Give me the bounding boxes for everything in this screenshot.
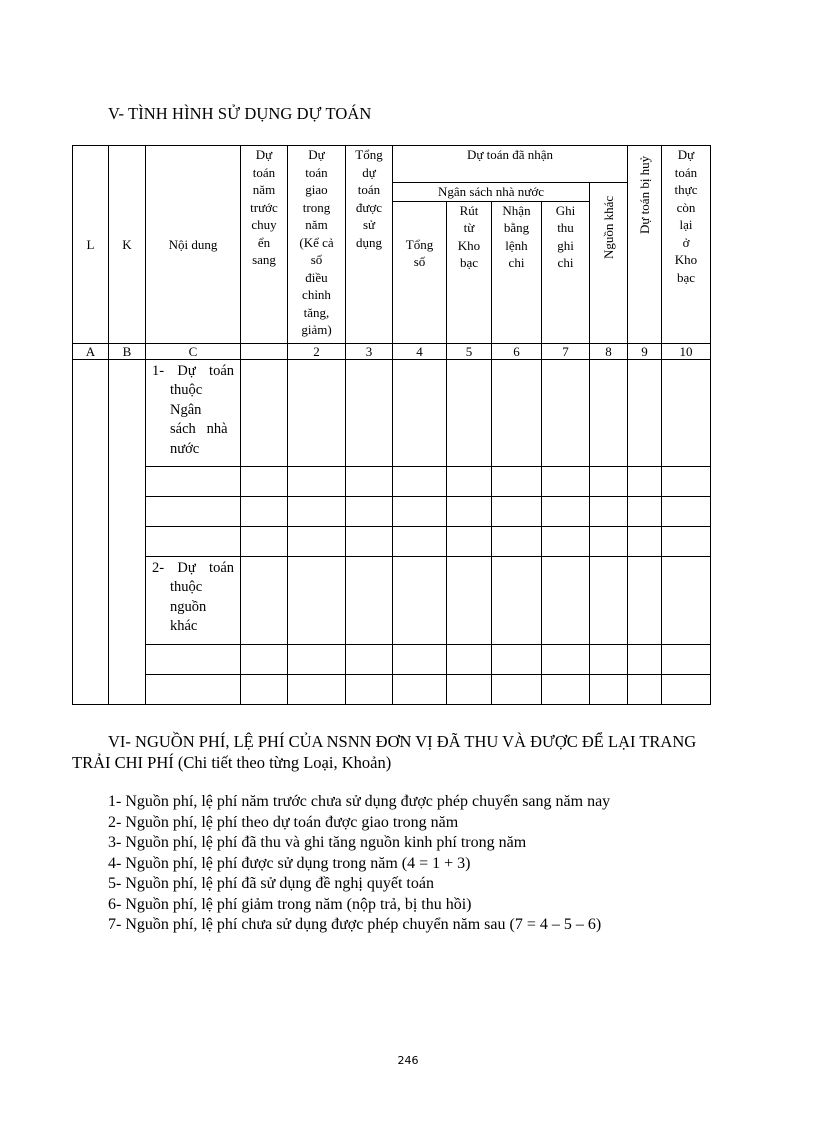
list-item: 6- Nguồn phí, lệ phí giảm trong năm (nộp trả, bị thu hồi)	[108, 895, 472, 913]
budget-usage-table	[72, 145, 711, 705]
header-sum: Tổng số	[393, 201, 447, 343]
header-remaining: Dự toán thực còn lại ở Kho bạc	[662, 146, 711, 344]
header-k: K	[109, 146, 146, 344]
group-2-label: 2- Dự toán thuộc nguồn khác	[146, 556, 241, 644]
page-number: 246	[397, 1054, 419, 1067]
list-item: 4- Nguồn phí, lệ phí được sử dụng trong năm (4 = 1 + 3)	[108, 854, 471, 872]
list-item: 5- Nguồn phí, lệ phí đã sử dụng đề nghị quyết toán	[108, 875, 434, 892]
header-withdrawn: Rút từ Kho bạc	[447, 201, 492, 343]
table-row	[73, 644, 711, 674]
list-item: 2- Nguồn phí, lệ phí theo dự toán được giao trong năm	[108, 813, 459, 831]
header-recorded: Ghi thu ghi chi	[542, 201, 590, 343]
table-row	[73, 359, 711, 466]
table-row	[73, 466, 711, 496]
header-cancelled: Dự toán bị huỷ	[628, 146, 662, 344]
table-row	[73, 556, 711, 644]
section-6-title: VI- NGUỒN PHÍ, LỆ PHÍ CỦA NSNN ĐƠN VỊ ĐÃ THU VÀ ĐƯỢC ĐỂ LẠI TRANG TRẢI CHI PHÍ (Chi tiết theo từng Loại, Khoản)	[72, 732, 697, 772]
header-by-order: Nhận bằng lệnh chi	[492, 201, 542, 343]
header-prev-year: Dự toán năm trước chuy ển sang	[241, 146, 288, 344]
fee-items-list	[108, 792, 610, 936]
list-item: 3- Nguồn phí, lệ phí đã thu và ghi tăng nguồn kinh phí trong năm	[108, 834, 527, 851]
header-assigned: Dự toán giao trong năm (Kể cả số điều chỉnh tăng, giảm)	[288, 146, 346, 344]
header-received: Dự toán đã nhận	[393, 146, 628, 183]
header-content: Nội dung	[146, 146, 241, 344]
table-row	[73, 674, 711, 704]
l-cell	[73, 359, 109, 704]
list-item: 1- Nguồn phí, lệ phí năm trước chưa sử dụng được phép chuyển sang năm nay	[108, 793, 611, 810]
table-row	[73, 496, 711, 526]
column-index-row: A B C 2 3 4 5 6 7 8 9 10	[73, 343, 711, 359]
list-item: 7- Nguồn phí, lệ phí chưa sử dụng được phép chuyển năm sau (7 = 4 – 5 – 6)	[108, 916, 602, 933]
header-state-budget: Ngân sách nhà nước	[393, 183, 590, 202]
header-other-source: Nguồn khác	[590, 183, 628, 344]
table-row	[73, 526, 711, 556]
k-cell	[109, 359, 146, 704]
header-l: L	[73, 146, 109, 344]
header-total-used: Tổng dự toán được sử dụng	[346, 146, 393, 344]
section-5-title: V- TÌNH HÌNH SỬ DỤNG DỰ TOÁN	[108, 104, 372, 123]
group-1-label: 1- Dự toán thuộc Ngân sách nhà nước	[146, 359, 241, 466]
